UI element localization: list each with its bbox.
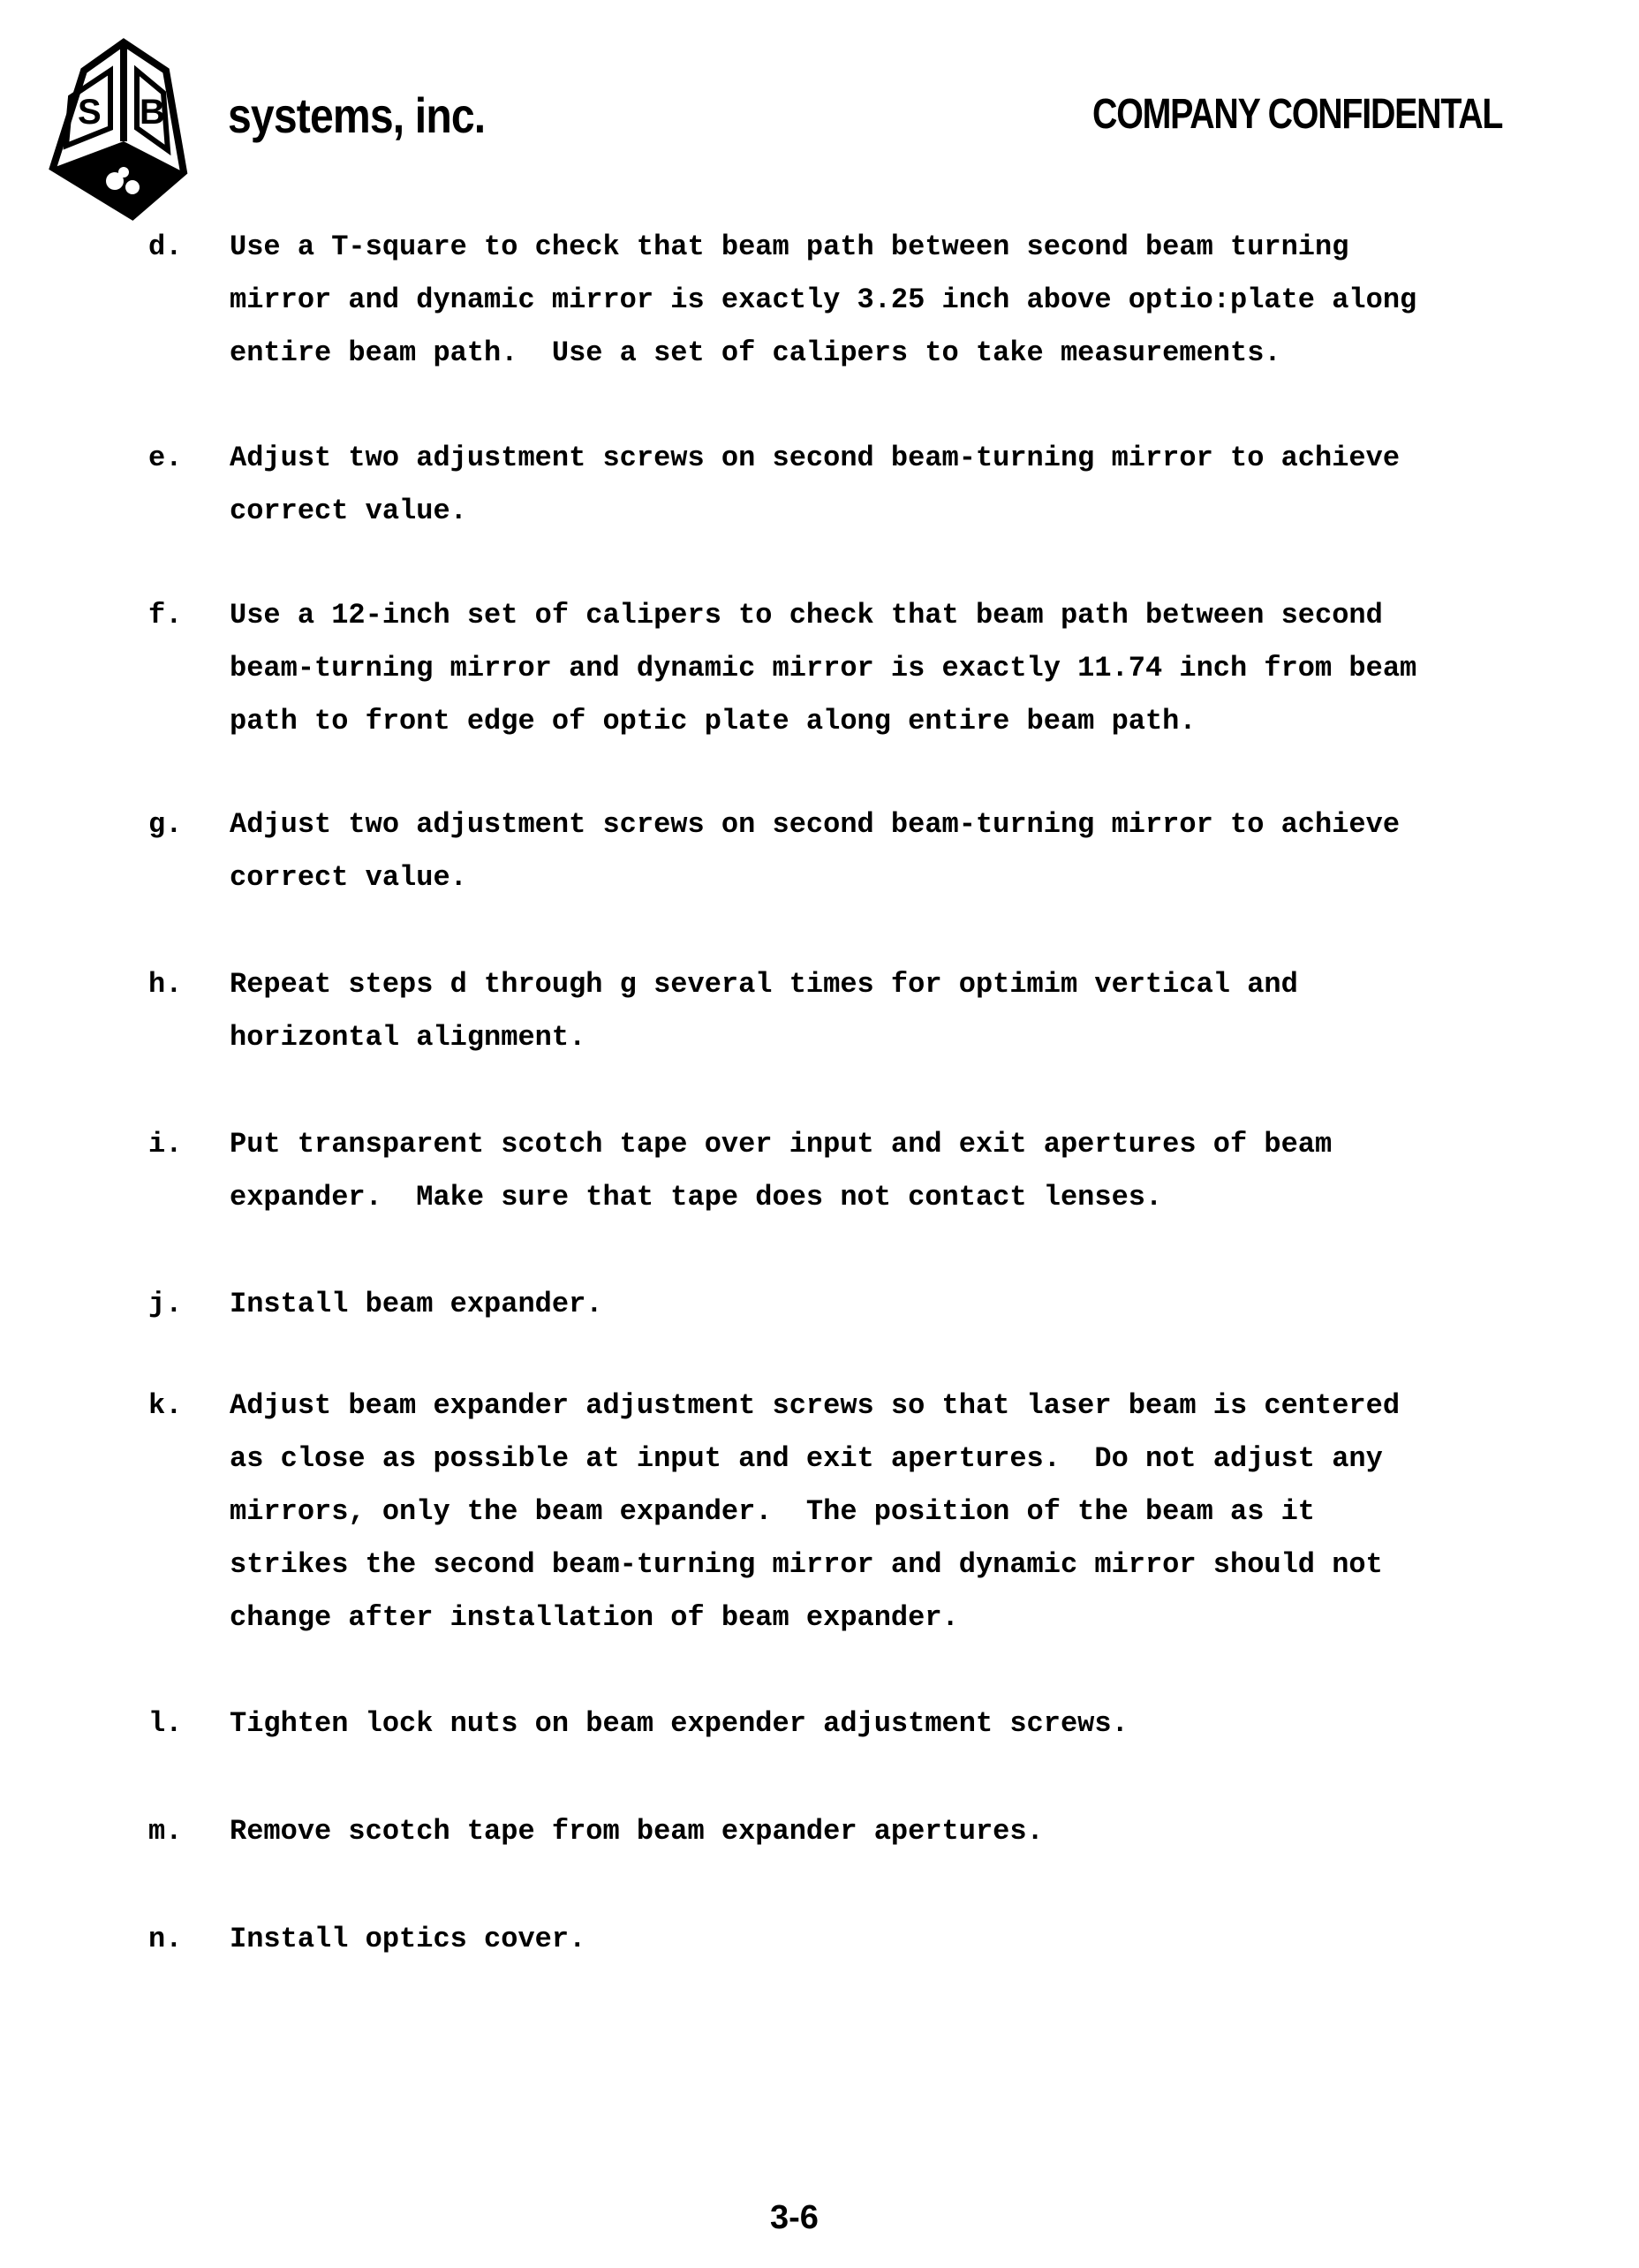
step-text	[230, 1805, 1044, 1858]
step-line: Use a T-square to check that beam path between second beam turning	[230, 221, 1416, 274]
step-line: Put transparent scotch tape over input and exit apertures of beam	[230, 1118, 1332, 1171]
step-text	[230, 221, 1416, 380]
confidential-label: COMPANY CONFIDENTAL	[1092, 90, 1502, 139]
step-label: m.	[148, 1805, 182, 1858]
step-label: f.	[148, 589, 182, 642]
step-line: Remove scotch tape from beam expander apertures.	[230, 1805, 1044, 1858]
step-line: entire beam path. Use a set of calipers to take measurements.	[230, 327, 1416, 380]
step-text	[230, 1380, 1400, 1644]
step-line: horizontal alignment.	[230, 1011, 1298, 1064]
step-line: Use a 12-inch set of calipers to check that beam path between second	[230, 589, 1416, 642]
step-text	[230, 1913, 585, 1966]
step-label: g.	[148, 798, 182, 851]
page-number: 3-6	[770, 2199, 819, 2237]
company-logo-icon	[35, 35, 221, 221]
step-line: Adjust beam expander adjustment screws so that laser beam is centered	[230, 1380, 1400, 1433]
svg-text:S: S	[78, 93, 102, 132]
step-text	[230, 1118, 1332, 1224]
step-text	[230, 589, 1416, 748]
step-label: i.	[148, 1118, 182, 1171]
step-line: expander. Make sure that tape does not contact lenses.	[230, 1171, 1332, 1224]
step-line: mirrors, only the beam expander. The position of the beam as it	[230, 1486, 1400, 1538]
step-label: n.	[148, 1913, 182, 1966]
step-text	[230, 1697, 1129, 1750]
step-label: l.	[148, 1697, 182, 1750]
step-line: Adjust two adjustment screws on second beam-turning mirror to achieve	[230, 432, 1400, 485]
step-text	[230, 432, 1400, 538]
step-label: e.	[148, 432, 182, 485]
step-text	[230, 798, 1400, 904]
step-line: strikes the second beam-turning mirror and dynamic mirror should not	[230, 1538, 1400, 1591]
step-line: beam-turning mirror and dynamic mirror is exactly 11.74 inch from beam	[230, 642, 1416, 695]
step-line: Install optics cover.	[230, 1913, 585, 1966]
step-line: change after installation of beam expander.	[230, 1591, 1400, 1644]
step-text	[230, 1278, 602, 1331]
company-name: systems, inc.	[228, 87, 485, 144]
svg-text:B: B	[140, 93, 165, 132]
step-label: j.	[148, 1278, 182, 1331]
step-line: Tighten lock nuts on beam expender adjustment screws.	[230, 1697, 1129, 1750]
step-text	[230, 958, 1298, 1064]
step-line: path to front edge of optic plate along entire beam path.	[230, 695, 1416, 748]
step-line: Install beam expander.	[230, 1278, 602, 1331]
step-line: as close as possible at input and exit apertures. Do not adjust any	[230, 1433, 1400, 1486]
step-label: k.	[148, 1380, 182, 1433]
step-line: correct value.	[230, 485, 1400, 538]
step-line: correct value.	[230, 851, 1400, 904]
step-label: d.	[148, 221, 182, 274]
step-line: mirror and dynamic mirror is exactly 3.25 inch above optio:plate along	[230, 274, 1416, 327]
step-line: Repeat steps d through g several times for optimim vertical and	[230, 958, 1298, 1011]
step-line: Adjust two adjustment screws on second beam-turning mirror to achieve	[230, 798, 1400, 851]
step-label: h.	[148, 958, 182, 1011]
